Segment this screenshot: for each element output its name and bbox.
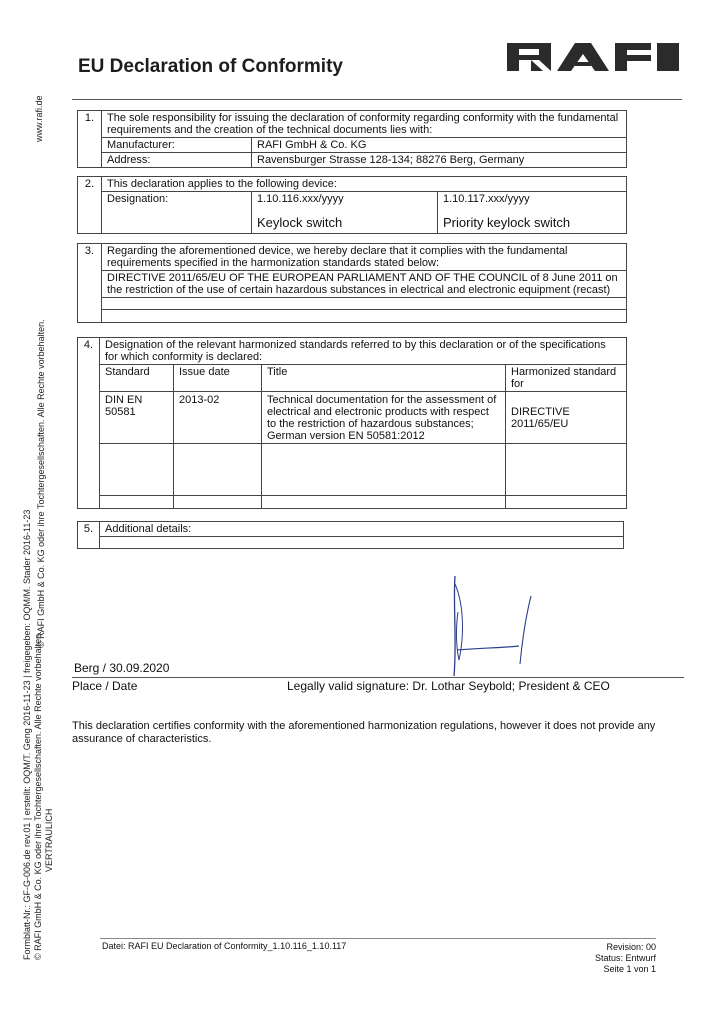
footer-meta — [560, 942, 656, 975]
footer-rule — [100, 938, 656, 939]
directive-text: DIRECTIVE 2011/65/EU OF THE EUROPEAN PARLIAMENT AND OF THE COUNCIL of 8 June 2011 on the restriction of the use of certain hazardous substances in electrical and electronic equipment (recast) — [102, 271, 627, 298]
footer-filename: Datei: RAFI EU Declaration of Conformity_1.10.116_1.10.117 — [102, 941, 347, 951]
header-standard: Standard — [100, 365, 174, 392]
empty-row — [100, 537, 624, 549]
section-number: 4. — [78, 338, 100, 509]
section-number: 5. — [78, 522, 100, 549]
section-text: Regarding the aforementioned device, we hereby declare that it complies with the fundamental requirements specified in the harmonization standards stated below: — [102, 244, 627, 271]
website-note: www.rafi.de — [34, 95, 44, 142]
cell-harmonized: DIRECTIVE 2011/65/EU — [506, 392, 627, 444]
handwritten-signature — [445, 572, 535, 682]
cell-issue-date: 2013-02 — [174, 392, 262, 444]
device-1-name: Keylock switch — [257, 215, 343, 230]
form-note: Formblatt-Nr.: GF-G-006.de rev.01 | erstellt: OQM/T. Geng 2016-11-23 | freigegeben: OQM/M. Stader 2016-11-23 © RAFI GmbH & Co. KG oder ihre Tochtergesellschaften. Alle Rechte vorbehalten. VERTRAULICH — [22, 509, 54, 960]
conformity-statement: This declaration certifies conformity with the aforementioned harmonization regulations, however it does not provide any assurance of characteristics. — [72, 720, 656, 745]
device-2-name: Priority keylock switch — [443, 215, 571, 230]
section-text: This declaration applies to the following device: — [102, 177, 627, 192]
address-value: Ravensburger Strasse 128-134; 88276 Berg, Germany — [252, 153, 627, 168]
cell-title: Technical documentation for the assessment of electrical and electronic products with respect to the restriction of hazardous substances; German version EN 50581:2012 — [262, 392, 506, 444]
header-title: Title — [262, 365, 506, 392]
signer-label: Legally valid signature: Dr. Lothar Seybold; President & CEO — [287, 679, 610, 693]
place-date-label: Place / Date — [72, 679, 138, 693]
empty-row — [102, 298, 627, 310]
table-row — [78, 392, 627, 444]
footer-status: Status: Entwurf — [594, 953, 656, 963]
rafi-logo — [505, 42, 681, 72]
device-2-code: 1.10.117.xxx/yyyy — [443, 193, 530, 205]
section-number: 1. — [78, 111, 102, 168]
empty-row — [102, 310, 627, 323]
place-date-value: Berg / 30.09.2020 — [74, 661, 170, 675]
header-rule — [72, 99, 682, 100]
device-1-code: 1.10.116.xxx/yyyy — [257, 193, 344, 205]
section-2-device — [77, 176, 627, 234]
section-text: Designation of the relevant harmonized standards referred to by this declaration or of the specifications for which conformity is declared: — [100, 338, 627, 365]
manufacturer-value: RAFI GmbH & Co. KG — [252, 138, 627, 153]
cell-standard: DIN EN 50581 — [100, 392, 174, 444]
section-number: 3. — [78, 244, 102, 323]
table-row — [78, 496, 627, 509]
footer-page: Seite 1 von 1 — [603, 964, 656, 974]
section-3-directive — [77, 243, 627, 323]
device-2 — [438, 192, 627, 234]
table-row — [78, 444, 627, 496]
rights-note: © RAFI GmbH & Co. KG oder ihre Tochtergesellschaften. Alle Rechte vorbehalten. — [36, 319, 46, 648]
footer-revision: Revision: 00 — [606, 942, 656, 952]
section-4-standards — [77, 337, 627, 509]
header-issue-date: Issue date — [174, 365, 262, 392]
device-1 — [252, 192, 438, 234]
manufacturer-label: Manufacturer: — [102, 138, 252, 153]
header-harmonized: Harmonized standard for — [506, 365, 627, 392]
signature-rule — [72, 677, 684, 678]
section-5-additional — [77, 521, 624, 549]
section-number: 2. — [78, 177, 102, 234]
section-1-manufacturer — [77, 110, 627, 168]
designation-label: Designation: — [102, 192, 252, 234]
section-text: Additional details: — [100, 522, 624, 537]
address-label: Address: — [102, 153, 252, 168]
section-text: The sole responsibility for issuing the declaration of conformity regarding conformity with the fundamental requirements and the creation of the technical documents lies with: — [102, 111, 627, 138]
page-title: EU Declaration of Conformity — [78, 56, 343, 77]
